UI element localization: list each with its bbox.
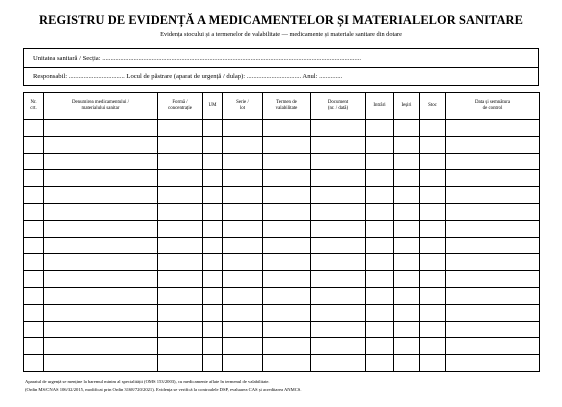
table-cell[interactable] [420, 271, 446, 288]
footer-note-1: Aparatul de urgență se menține la baremul minim al specialității (OMS 153/2003), cu medicamente aflate în termenul de valabilitate. [25, 379, 270, 384]
table-cell[interactable] [223, 321, 263, 338]
table-cell[interactable] [44, 304, 158, 321]
table-cell[interactable] [446, 153, 540, 170]
table-cell[interactable] [366, 153, 394, 170]
table-cell[interactable] [158, 338, 203, 355]
responsible-location-year-field[interactable]: Responsabil: .................................. Locul de păstrare (aparat de urgență / dulap): ................................. Anul: .............. [33, 73, 343, 80]
table-cell[interactable] [223, 338, 263, 355]
table-cell[interactable] [263, 338, 311, 355]
table-cell[interactable] [311, 355, 366, 372]
table-row [24, 120, 540, 137]
table-cell[interactable] [158, 187, 203, 204]
col-header-stock: Stoc [420, 93, 446, 120]
table-cell[interactable] [366, 271, 394, 288]
table-cell[interactable] [158, 120, 203, 137]
table-cell[interactable] [366, 170, 394, 187]
table-cell[interactable] [420, 338, 446, 355]
table-cell[interactable] [446, 321, 540, 338]
col-header-series: Serie / lot [223, 93, 263, 120]
table-cell[interactable] [24, 254, 44, 271]
table-cell[interactable] [263, 304, 311, 321]
table-cell[interactable] [420, 203, 446, 220]
table-row [24, 254, 540, 271]
table-cell[interactable] [420, 355, 446, 372]
table-cell[interactable] [203, 254, 223, 271]
table-cell[interactable] [446, 220, 540, 237]
table-cell[interactable] [203, 321, 223, 338]
table-cell[interactable] [158, 321, 203, 338]
table-cell[interactable] [44, 254, 158, 271]
table-cell[interactable] [366, 254, 394, 271]
table-cell[interactable] [158, 136, 203, 153]
table-cell[interactable] [394, 304, 420, 321]
table-cell[interactable] [311, 120, 366, 137]
table-cell[interactable] [158, 170, 203, 187]
page-subtitle: Evidența stocului și a termenelor de valabilitate — medicamente și materiale sanitare din dotare [160, 31, 402, 38]
table-cell[interactable] [311, 170, 366, 187]
table-cell[interactable] [420, 287, 446, 304]
table-cell[interactable] [203, 153, 223, 170]
table-cell[interactable] [203, 187, 223, 204]
table-cell[interactable] [223, 136, 263, 153]
table-cell[interactable] [263, 237, 311, 254]
table-cell[interactable] [311, 271, 366, 288]
table-row [24, 338, 540, 355]
table-cell[interactable] [223, 237, 263, 254]
table-cell[interactable] [24, 136, 44, 153]
table-cell[interactable] [366, 136, 394, 153]
table-cell[interactable] [44, 287, 158, 304]
table-cell[interactable] [366, 120, 394, 137]
table-row [24, 321, 540, 338]
table-cell[interactable] [366, 321, 394, 338]
table-cell[interactable] [311, 220, 366, 237]
table-cell[interactable] [24, 237, 44, 254]
table-row [24, 287, 540, 304]
table-cell[interactable] [366, 304, 394, 321]
table-cell[interactable] [446, 338, 540, 355]
table-cell[interactable] [366, 338, 394, 355]
table-cell[interactable] [158, 254, 203, 271]
table-cell[interactable] [394, 287, 420, 304]
table-cell[interactable] [203, 338, 223, 355]
table-cell[interactable] [263, 271, 311, 288]
table-cell[interactable] [223, 271, 263, 288]
table-cell[interactable] [446, 136, 540, 153]
table-cell[interactable] [420, 136, 446, 153]
table-cell[interactable] [158, 153, 203, 170]
table-cell[interactable] [24, 355, 44, 372]
table-cell[interactable] [311, 136, 366, 153]
table-cell[interactable] [24, 321, 44, 338]
table-cell[interactable] [394, 170, 420, 187]
table-cell[interactable] [394, 254, 420, 271]
col-header-um: UM [203, 93, 223, 120]
table-cell[interactable] [223, 355, 263, 372]
table-cell[interactable] [158, 203, 203, 220]
footer-note-2: (Ordin MS/CNAS 106/32/2015, modificat prin Ordin 3168/720/2021). Evidența se verifică la controalele DSP, evaluarea CAS și acreditarea ANMCS. [25, 386, 302, 392]
table-cell[interactable] [203, 237, 223, 254]
table-cell[interactable] [24, 338, 44, 355]
table-cell[interactable] [223, 287, 263, 304]
table-row [24, 355, 540, 372]
table-cell[interactable] [420, 120, 446, 137]
table-cell[interactable] [311, 338, 366, 355]
table-cell[interactable] [263, 187, 311, 204]
table-cell[interactable] [44, 237, 158, 254]
table-cell[interactable] [158, 271, 203, 288]
table-cell[interactable] [44, 355, 158, 372]
table-cell[interactable] [446, 120, 540, 137]
table-cell[interactable] [446, 287, 540, 304]
table-cell[interactable] [366, 237, 394, 254]
table-cell[interactable] [203, 355, 223, 372]
table-cell[interactable] [420, 153, 446, 170]
table-row [24, 187, 540, 204]
table-cell[interactable] [203, 136, 223, 153]
table-cell[interactable] [420, 304, 446, 321]
table-cell[interactable] [311, 254, 366, 271]
table-cell[interactable] [44, 153, 158, 170]
table-cell[interactable] [44, 321, 158, 338]
table-cell[interactable] [446, 304, 540, 321]
table-cell[interactable] [420, 170, 446, 187]
table-cell[interactable] [446, 170, 540, 187]
table-row [24, 203, 540, 220]
table-cell[interactable] [446, 203, 540, 220]
table-row [24, 237, 540, 254]
table-cell[interactable] [24, 271, 44, 288]
table-cell[interactable] [311, 321, 366, 338]
table-cell[interactable] [203, 287, 223, 304]
table-cell[interactable] [311, 304, 366, 321]
table-cell[interactable] [223, 187, 263, 204]
page-title: REGISTRU DE EVIDENȚĂ A MEDICAMENTELOR ȘI MATERIALELOR SANITARE [39, 13, 523, 27]
col-header-form: Formă / concentrație [158, 93, 203, 120]
table-cell[interactable] [263, 355, 311, 372]
col-header-in: Intrări [366, 93, 394, 120]
table-cell[interactable] [394, 120, 420, 137]
table-cell[interactable] [394, 220, 420, 237]
table-cell[interactable] [311, 153, 366, 170]
table-cell[interactable] [24, 120, 44, 137]
table-cell[interactable] [394, 271, 420, 288]
table-cell[interactable] [203, 203, 223, 220]
table-row [24, 136, 540, 153]
table-cell[interactable] [311, 203, 366, 220]
table-cell[interactable] [158, 304, 203, 321]
table-cell[interactable] [420, 321, 446, 338]
table-cell[interactable] [44, 338, 158, 355]
table-cell[interactable] [394, 338, 420, 355]
table-cell[interactable] [394, 237, 420, 254]
table-cell[interactable] [366, 220, 394, 237]
table-cell[interactable] [158, 237, 203, 254]
table-cell[interactable] [446, 237, 540, 254]
table-cell[interactable] [420, 237, 446, 254]
table-cell[interactable] [24, 203, 44, 220]
table-row [24, 220, 540, 237]
table-header-row [24, 93, 540, 120]
table-cell[interactable] [158, 287, 203, 304]
table-cell[interactable] [446, 271, 540, 288]
table-cell[interactable] [366, 355, 394, 372]
table-cell[interactable] [24, 170, 44, 187]
footer-notes [25, 378, 301, 393]
table-cell[interactable] [420, 254, 446, 271]
table-cell[interactable] [263, 254, 311, 271]
table-cell[interactable] [44, 203, 158, 220]
col-header-out: Ieșiri [394, 93, 420, 120]
col-header-name: Denumirea medicamentului / materialului sanitar [44, 93, 158, 120]
table-cell[interactable] [24, 153, 44, 170]
table-cell[interactable] [366, 287, 394, 304]
table-cell[interactable] [366, 187, 394, 204]
table-cell[interactable] [44, 136, 158, 153]
table-cell[interactable] [203, 271, 223, 288]
table-cell[interactable] [44, 271, 158, 288]
table-cell[interactable] [44, 187, 158, 204]
table-cell[interactable] [223, 203, 263, 220]
table-cell[interactable] [263, 321, 311, 338]
register-table [23, 92, 540, 372]
table-cell[interactable] [223, 220, 263, 237]
table-cell[interactable] [24, 187, 44, 204]
table-cell[interactable] [24, 304, 44, 321]
col-header-nr: Nr. crt. [24, 93, 44, 120]
unit-section-field[interactable]: Unitatea sanitară / Secția: ............................................................................................................................................................. [33, 55, 362, 62]
table-cell[interactable] [263, 170, 311, 187]
table-cell[interactable] [446, 355, 540, 372]
table-cell[interactable] [366, 203, 394, 220]
table-cell[interactable] [263, 287, 311, 304]
table-row [24, 304, 540, 321]
table-cell[interactable] [446, 254, 540, 271]
table-cell[interactable] [263, 136, 311, 153]
table-cell[interactable] [223, 170, 263, 187]
table-cell[interactable] [394, 203, 420, 220]
table-cell[interactable] [263, 203, 311, 220]
table-cell[interactable] [44, 170, 158, 187]
table-cell[interactable] [311, 187, 366, 204]
table-body [24, 120, 540, 372]
table-cell[interactable] [24, 220, 44, 237]
table-cell[interactable] [223, 254, 263, 271]
table-cell[interactable] [203, 170, 223, 187]
table-cell[interactable] [158, 220, 203, 237]
table-cell[interactable] [420, 220, 446, 237]
table-cell[interactable] [203, 120, 223, 137]
table-cell[interactable] [446, 187, 540, 204]
table-cell[interactable] [394, 136, 420, 153]
table-row [24, 271, 540, 288]
col-header-document: Document (nr. / dată) [311, 93, 366, 120]
table-cell[interactable] [311, 287, 366, 304]
table-cell[interactable] [158, 355, 203, 372]
table-cell[interactable] [394, 321, 420, 338]
table-cell[interactable] [420, 187, 446, 204]
table-cell[interactable] [223, 304, 263, 321]
table-cell[interactable] [223, 120, 263, 137]
table-row [24, 170, 540, 187]
table-cell[interactable] [263, 120, 311, 137]
table-cell[interactable] [203, 304, 223, 321]
table-cell[interactable] [394, 355, 420, 372]
col-header-control: Data și semnătura de control [446, 93, 540, 120]
table-cell[interactable] [223, 153, 263, 170]
table-cell[interactable] [394, 187, 420, 204]
table-cell[interactable] [24, 287, 44, 304]
col-header-expiry: Termen de valabilitate [263, 93, 311, 120]
info-box [23, 48, 539, 86]
table-cell[interactable] [44, 220, 158, 237]
table-cell[interactable] [44, 120, 158, 137]
table-cell[interactable] [263, 220, 311, 237]
table-cell[interactable] [203, 220, 223, 237]
table-cell[interactable] [263, 153, 311, 170]
table-cell[interactable] [394, 153, 420, 170]
table-cell[interactable] [311, 237, 366, 254]
table-row [24, 153, 540, 170]
